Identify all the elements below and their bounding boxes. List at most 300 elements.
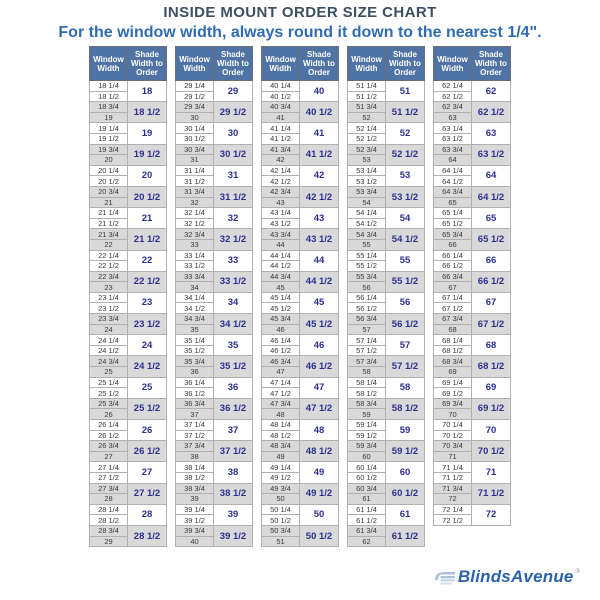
table-row	[90, 271, 167, 282]
window-width-cell: 34	[176, 282, 214, 293]
window-width-cell: 64	[434, 155, 472, 166]
window-width-cell: 23 1/4	[90, 292, 128, 303]
window-width-cell: 60	[348, 451, 386, 462]
window-width-cell: 46	[262, 324, 300, 335]
window-width-cell: 38	[176, 451, 214, 462]
window-width-cell: 50	[262, 494, 300, 505]
window-width-cell: 19	[90, 112, 128, 123]
window-width-cell: 61 1/2	[348, 515, 386, 526]
shade-width-cell: 70	[472, 420, 511, 441]
shade-width-cell: 34 1/2	[214, 314, 253, 335]
shade-width-cell: 21 1/2	[128, 229, 167, 250]
table-row	[434, 441, 511, 452]
table-row	[176, 271, 253, 282]
shade-width-cell: 46 1/2	[300, 356, 339, 377]
window-width-cell: 53	[348, 155, 386, 166]
window-width-cell: 58 1/2	[348, 388, 386, 399]
window-width-cell: 37 1/2	[176, 430, 214, 441]
window-width-cell: 43 3/4	[262, 229, 300, 240]
window-width-cell: 40 3/4	[262, 102, 300, 113]
shade-width-cell: 64	[472, 165, 511, 186]
window-width-cell: 52	[348, 112, 386, 123]
window-width-cell: 63 3/4	[434, 144, 472, 155]
shade-width-cell: 58	[386, 377, 425, 398]
window-width-cell: 56 3/4	[348, 314, 386, 325]
window-width-cell: 20 1/2	[90, 176, 128, 187]
shade-width-cell: 47	[300, 377, 339, 398]
shade-width-cell: 63 1/2	[472, 144, 511, 165]
shade-width-cell: 45 1/2	[300, 314, 339, 335]
shade-width-cell: 72	[472, 504, 511, 525]
window-width-cell: 49 1/2	[262, 472, 300, 483]
window-width-cell: 30 1/4	[176, 123, 214, 134]
window-width-cell: 68 1/2	[434, 345, 472, 356]
shade-width-cell: 59 1/2	[386, 441, 425, 462]
window-width-cell: 38 1/2	[176, 472, 214, 483]
window-width-cell: 38 3/4	[176, 483, 214, 494]
window-width-cell: 55 1/4	[348, 250, 386, 261]
shade-width-cell: 34	[214, 292, 253, 313]
window-width-cell: 40	[176, 536, 214, 547]
table-row	[90, 81, 167, 92]
shade-width-header: Shade Width to Order	[128, 47, 167, 81]
shade-width-cell: 32 1/2	[214, 229, 253, 250]
shade-width-cell: 25	[128, 377, 167, 398]
window-width-cell: 52 3/4	[348, 144, 386, 155]
window-width-cell: 44 1/2	[262, 261, 300, 272]
window-width-cell: 40 1/4	[262, 81, 300, 92]
window-width-cell: 70 1/4	[434, 420, 472, 431]
shade-width-cell: 32	[214, 208, 253, 229]
shade-width-cell: 66 1/2	[472, 271, 511, 292]
page-title: INSIDE MOUNT ORDER SIZE CHART	[163, 4, 437, 21]
shade-width-cell: 24	[128, 335, 167, 356]
table-row	[176, 483, 253, 494]
window-width-cell: 29 1/2	[176, 91, 214, 102]
shade-width-cell: 53	[386, 165, 425, 186]
table-row	[434, 504, 511, 515]
shade-width-cell: 38 1/2	[214, 483, 253, 504]
shade-width-header: Shade Width to Order	[300, 47, 339, 81]
table-row	[176, 229, 253, 240]
table-row	[434, 335, 511, 346]
shade-width-cell: 46	[300, 335, 339, 356]
window-width-cell: 37 1/4	[176, 420, 214, 431]
table-row	[434, 420, 511, 431]
window-width-cell: 51	[262, 536, 300, 547]
shade-width-cell: 54 1/2	[386, 229, 425, 250]
window-width-cell: 25 1/2	[90, 388, 128, 399]
shade-width-cell: 23 1/2	[128, 314, 167, 335]
window-width-cell: 23 1/2	[90, 303, 128, 314]
window-width-cell: 35 1/2	[176, 345, 214, 356]
size-chart-group-5	[433, 46, 511, 526]
table-row	[348, 102, 425, 113]
window-width-cell: 32 1/4	[176, 208, 214, 219]
window-width-cell: 36 1/2	[176, 388, 214, 399]
window-width-cell: 52 1/2	[348, 133, 386, 144]
shade-width-cell: 57 1/2	[386, 356, 425, 377]
window-width-cell: 25 1/4	[90, 377, 128, 388]
window-width-cell: 43 1/4	[262, 208, 300, 219]
table-row	[434, 398, 511, 409]
shade-width-cell: 60	[386, 462, 425, 483]
table-row	[348, 483, 425, 494]
shade-width-cell: 31	[214, 165, 253, 186]
table-row	[262, 377, 339, 388]
table-row	[348, 292, 425, 303]
window-width-cell: 57 1/4	[348, 335, 386, 346]
window-width-cell: 33 1/4	[176, 250, 214, 261]
window-width-cell: 42 1/4	[262, 165, 300, 176]
table-row	[262, 186, 339, 197]
table-row	[262, 165, 339, 176]
window-width-cell: 31 1/4	[176, 165, 214, 176]
window-width-cell: 29	[90, 536, 128, 547]
window-width-cell: 22 1/2	[90, 261, 128, 272]
shade-width-cell: 31 1/2	[214, 186, 253, 207]
window-width-cell: 63 1/2	[434, 133, 472, 144]
window-width-cell: 65 3/4	[434, 229, 472, 240]
shade-width-cell: 59	[386, 420, 425, 441]
window-width-cell: 36 1/4	[176, 377, 214, 388]
table-row	[176, 377, 253, 388]
table-row	[90, 250, 167, 261]
table-row	[262, 504, 339, 515]
window-width-cell: 49 1/4	[262, 462, 300, 473]
window-width-cell: 27 3/4	[90, 483, 128, 494]
table-row	[348, 398, 425, 409]
window-width-cell: 58 3/4	[348, 398, 386, 409]
window-width-cell: 45	[262, 282, 300, 293]
window-width-cell: 24 1/2	[90, 345, 128, 356]
shade-width-cell: 71	[472, 462, 511, 483]
window-width-cell: 36 3/4	[176, 398, 214, 409]
window-width-cell: 19 3/4	[90, 144, 128, 155]
table-row	[90, 377, 167, 388]
table-row	[90, 525, 167, 536]
table-row	[262, 102, 339, 113]
window-width-cell: 42 3/4	[262, 186, 300, 197]
shade-width-cell: 68	[472, 335, 511, 356]
window-width-cell: 49 3/4	[262, 483, 300, 494]
table-row	[176, 123, 253, 134]
window-width-cell: 20 1/4	[90, 165, 128, 176]
table-row	[176, 186, 253, 197]
shade-width-cell: 41	[300, 123, 339, 144]
window-width-cell: 51 1/2	[348, 91, 386, 102]
window-width-cell: 28 1/2	[90, 515, 128, 526]
window-width-cell: 41 3/4	[262, 144, 300, 155]
table-row	[262, 292, 339, 303]
table-row	[90, 462, 167, 473]
window-width-cell: 54 1/2	[348, 218, 386, 229]
window-width-cell: 47 1/2	[262, 388, 300, 399]
window-width-cell: 57 1/2	[348, 345, 386, 356]
window-width-cell: 26 1/2	[90, 430, 128, 441]
table-row	[176, 165, 253, 176]
table-row	[176, 420, 253, 431]
table-row	[348, 356, 425, 367]
shade-width-cell: 39	[214, 504, 253, 525]
shade-width-cell: 61	[386, 504, 425, 525]
window-width-cell: 70 1/2	[434, 430, 472, 441]
window-width-cell: 72 1/2	[434, 515, 472, 526]
table-row	[348, 186, 425, 197]
shade-width-cell: 43 1/2	[300, 229, 339, 250]
window-width-cell: 35	[176, 324, 214, 335]
window-width-cell: 39 1/4	[176, 504, 214, 515]
shade-width-cell: 33 1/2	[214, 271, 253, 292]
table-row	[434, 229, 511, 240]
shade-width-cell: 47 1/2	[300, 398, 339, 419]
window-width-header: Window Width	[434, 47, 472, 81]
shade-width-cell: 56 1/2	[386, 314, 425, 335]
shade-width-cell: 22	[128, 250, 167, 271]
window-width-cell: 62 1/4	[434, 81, 472, 92]
registered-trademark-icon: ®	[575, 569, 580, 575]
window-width-cell: 25 3/4	[90, 398, 128, 409]
table-row	[434, 102, 511, 113]
shade-width-cell: 50	[300, 504, 339, 525]
shade-width-header: Shade Width to Order	[214, 47, 253, 81]
window-width-cell: 54 1/4	[348, 208, 386, 219]
window-width-cell: 65 1/4	[434, 208, 472, 219]
window-width-cell: 34 1/2	[176, 303, 214, 314]
table-row	[90, 335, 167, 346]
table-row	[348, 420, 425, 431]
window-width-cell: 20 3/4	[90, 186, 128, 197]
window-width-cell: 44 3/4	[262, 271, 300, 282]
window-width-cell: 62	[348, 536, 386, 547]
table-row	[262, 398, 339, 409]
window-width-cell: 21 3/4	[90, 229, 128, 240]
table-row	[176, 441, 253, 452]
window-width-cell: 21 1/2	[90, 218, 128, 229]
window-width-cell: 24	[90, 324, 128, 335]
shade-width-cell: 61 1/2	[386, 525, 425, 546]
window-width-cell: 48 1/4	[262, 420, 300, 431]
window-width-cell: 72	[434, 494, 472, 505]
window-width-cell: 48 3/4	[262, 441, 300, 452]
window-width-cell: 53 3/4	[348, 186, 386, 197]
table-row	[434, 81, 511, 92]
brand-logo	[434, 567, 580, 587]
table-row	[348, 250, 425, 261]
window-width-cell: 25	[90, 367, 128, 378]
window-width-cell: 46 3/4	[262, 356, 300, 367]
shade-width-cell: 18	[128, 81, 167, 102]
shade-width-cell: 40 1/2	[300, 102, 339, 123]
window-width-cell: 23	[90, 282, 128, 293]
table-row	[262, 441, 339, 452]
shade-width-cell: 37 1/2	[214, 441, 253, 462]
shade-width-cell: 40	[300, 81, 339, 102]
window-width-cell: 30 3/4	[176, 144, 214, 155]
table-row	[262, 144, 339, 155]
window-width-cell: 57 3/4	[348, 356, 386, 367]
window-width-cell: 21	[90, 197, 128, 208]
window-width-cell: 71 3/4	[434, 483, 472, 494]
window-width-cell: 19 1/2	[90, 133, 128, 144]
shade-width-cell: 69 1/2	[472, 398, 511, 419]
window-width-cell: 41 1/2	[262, 133, 300, 144]
shade-width-cell: 44	[300, 250, 339, 271]
window-width-cell: 26	[90, 409, 128, 420]
window-width-cell: 60 1/2	[348, 472, 386, 483]
window-width-cell: 67 1/2	[434, 303, 472, 314]
table-row	[262, 229, 339, 240]
shade-width-cell: 66	[472, 250, 511, 271]
shade-width-cell: 29 1/2	[214, 102, 253, 123]
window-width-cell: 18 3/4	[90, 102, 128, 113]
shade-width-cell: 42 1/2	[300, 186, 339, 207]
table-row	[434, 250, 511, 261]
shade-width-cell: 48	[300, 420, 339, 441]
window-width-cell: 50 1/2	[262, 515, 300, 526]
window-width-cell: 26 1/4	[90, 420, 128, 431]
table-row	[176, 314, 253, 325]
shade-width-cell: 26	[128, 420, 167, 441]
table-row	[434, 208, 511, 219]
window-width-cell: 28	[90, 494, 128, 505]
brand-logo-text: BlindsAvenue	[457, 567, 574, 586]
table-row	[434, 165, 511, 176]
window-width-cell: 59 1/4	[348, 420, 386, 431]
window-width-cell: 71 1/4	[434, 462, 472, 473]
table-row	[176, 292, 253, 303]
table-row	[262, 271, 339, 282]
table-row	[348, 229, 425, 240]
shade-width-cell: 18 1/2	[128, 102, 167, 123]
window-width-cell: 69 1/2	[434, 388, 472, 399]
shade-width-cell: 49	[300, 462, 339, 483]
shade-width-cell: 20 1/2	[128, 186, 167, 207]
table-row	[348, 208, 425, 219]
table-row	[348, 441, 425, 452]
window-width-cell: 29 1/4	[176, 81, 214, 92]
shade-width-cell: 58 1/2	[386, 398, 425, 419]
size-chart-group-4	[347, 46, 425, 547]
window-width-cell: 34 3/4	[176, 314, 214, 325]
shade-width-cell: 70 1/2	[472, 441, 511, 462]
table-row	[90, 356, 167, 367]
window-width-cell: 42 1/2	[262, 176, 300, 187]
size-chart-group-1	[89, 46, 167, 547]
window-width-cell: 19 1/4	[90, 123, 128, 134]
shade-width-cell: 29	[214, 81, 253, 102]
table-row	[262, 420, 339, 431]
shade-width-cell: 22 1/2	[128, 271, 167, 292]
table-row	[434, 292, 511, 303]
table-row	[262, 250, 339, 261]
window-width-cell: 26 3/4	[90, 441, 128, 452]
table-row	[348, 123, 425, 134]
shade-width-cell: 68 1/2	[472, 356, 511, 377]
window-width-cell: 64 1/4	[434, 165, 472, 176]
shade-width-cell: 25 1/2	[128, 398, 167, 419]
window-width-cell: 37 3/4	[176, 441, 214, 452]
window-width-cell: 59 3/4	[348, 441, 386, 452]
table-row	[90, 420, 167, 431]
table-row	[434, 314, 511, 325]
shade-width-cell: 64 1/2	[472, 186, 511, 207]
shade-width-cell: 65	[472, 208, 511, 229]
window-width-cell: 46 1/4	[262, 335, 300, 346]
shade-width-cell: 19 1/2	[128, 144, 167, 165]
window-width-cell: 42	[262, 155, 300, 166]
table-row	[434, 462, 511, 473]
shade-width-cell: 39 1/2	[214, 525, 253, 546]
window-width-cell: 66 3/4	[434, 271, 472, 282]
table-row	[176, 102, 253, 113]
shade-width-cell: 62	[472, 81, 511, 102]
window-width-cell: 28 3/4	[90, 525, 128, 536]
window-width-cell: 54	[348, 197, 386, 208]
window-width-cell: 32 1/2	[176, 218, 214, 229]
window-width-cell: 67	[434, 282, 472, 293]
table-row	[262, 208, 339, 219]
table-row	[176, 356, 253, 367]
window-width-cell: 66 1/4	[434, 250, 472, 261]
blinds-awning-icon	[434, 569, 456, 586]
shade-width-cell: 52 1/2	[386, 144, 425, 165]
window-width-cell: 27	[90, 451, 128, 462]
table-row	[348, 377, 425, 388]
window-width-cell: 72 1/4	[434, 504, 472, 515]
window-width-cell: 47	[262, 367, 300, 378]
window-width-cell: 22 3/4	[90, 271, 128, 282]
window-width-cell: 30	[176, 112, 214, 123]
window-width-cell: 52 1/4	[348, 123, 386, 134]
window-width-cell: 61	[348, 494, 386, 505]
window-width-cell: 23 3/4	[90, 314, 128, 325]
window-width-cell: 22	[90, 239, 128, 250]
table-row	[90, 441, 167, 452]
shade-width-cell: 71 1/2	[472, 483, 511, 504]
window-width-cell: 50 3/4	[262, 525, 300, 536]
shade-width-cell: 54	[386, 208, 425, 229]
table-row	[262, 335, 339, 346]
window-width-cell: 27 1/2	[90, 472, 128, 483]
shade-width-cell: 27	[128, 462, 167, 483]
shade-width-cell: 65 1/2	[472, 229, 511, 250]
window-width-cell: 45 3/4	[262, 314, 300, 325]
shade-width-cell: 45	[300, 292, 339, 313]
shade-width-cell: 23	[128, 292, 167, 313]
window-width-cell: 53 1/4	[348, 165, 386, 176]
window-width-cell: 53 1/2	[348, 176, 386, 187]
table-row	[90, 314, 167, 325]
window-width-cell: 44 1/4	[262, 250, 300, 261]
window-width-cell: 24 1/4	[90, 335, 128, 346]
shade-width-cell: 38	[214, 462, 253, 483]
table-row	[262, 525, 339, 536]
window-width-cell: 66 1/2	[434, 261, 472, 272]
shade-width-cell: 51 1/2	[386, 102, 425, 123]
window-width-cell: 62 3/4	[434, 102, 472, 113]
window-width-cell: 64 3/4	[434, 186, 472, 197]
table-row	[262, 314, 339, 325]
table-row	[176, 81, 253, 92]
shade-width-cell: 49 1/2	[300, 483, 339, 504]
shade-width-cell: 20	[128, 165, 167, 186]
window-width-cell: 35 1/4	[176, 335, 214, 346]
shade-width-cell: 43	[300, 208, 339, 229]
table-row	[90, 165, 167, 176]
table-row	[176, 250, 253, 261]
shade-width-cell: 63	[472, 123, 511, 144]
